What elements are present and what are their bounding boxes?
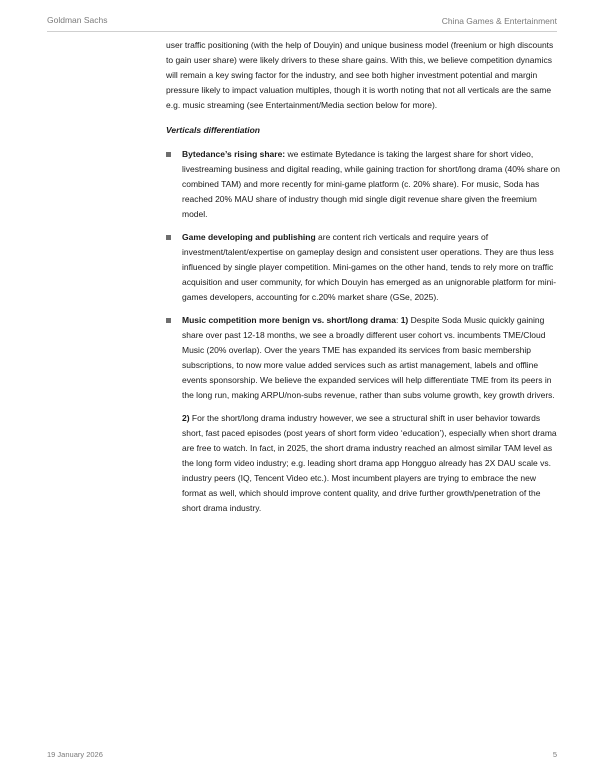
page-number: 5: [552, 750, 557, 759]
header-brand: Goldman Sachs: [47, 15, 108, 25]
point-number: 2): [182, 413, 190, 423]
bullet-text: we estimate Bytedance is taking the largest share for short video, livestreaming business and digital reading, while gaining traction for short/long drama (40% share on combined TAM) and more recently for mini-game platform (c. 20% share). For music, Soda has reached 20% MAU share of industry though mid single digit revenue share given the freemium model.: [182, 149, 560, 219]
footer-date: 19 January 2026: [47, 750, 103, 759]
bullet-paragraph: [182, 313, 561, 403]
section-subheading: Verticals differentiation: [166, 125, 260, 135]
bullet-item-music-competition: [166, 313, 561, 516]
bullet-continuation-paragraph: [182, 411, 561, 516]
report-body: [166, 38, 561, 524]
bullet-lead: Game developing and publishing: [182, 232, 316, 242]
bullet-lead: Music competition more benign vs. short/long drama: [182, 315, 396, 325]
header-divider: [47, 31, 557, 32]
intro-paragraph: user traffic positioning (with the help of Douyin) and unique business model (freenium or high discounts to gain user share) were likely drivers to these share gains. With this, we believe competition dynamics will remain a key swing factor for the industry, and see both higher investment potential and margin pressure likely to impact valuation multiples, though it is worth noting that not all verticals are the same e.g. music streaming (see Entertainment/Media section below for more).: [166, 40, 554, 110]
header-report-title: China Games & Entertainment: [441, 16, 557, 26]
bullet-item-bytedance: [166, 147, 561, 222]
bullet-separator: :: [395, 315, 401, 325]
bullet-text: Despite Soda Music quickly gaining share over past 12-18 months, we see a broadly different user cohort vs. incumbents TME/Cloud Music (20% overlap). Over the years TME has expanded its services from basic membership subscriptions, to now more value added services such as artist management, labels and offline events sponsorship. We believe the expanded services will help differentiate TME from its peers in the long run, making ARPU/non-subs revenue, rather than subs volume growth, key growth drivers.: [182, 315, 555, 400]
page-header: [0, 0, 603, 33]
square-bullet-icon: [166, 235, 171, 240]
square-bullet-icon: [166, 318, 171, 323]
bullet-lead: Bytedance’s rising share:: [182, 149, 286, 159]
point-number: 1): [400, 315, 409, 325]
bullet-text: are content rich verticals and require years of investment/talent/expertise on gameplay design and consistent user operations. They are thus less influenced by single player competition. Mini-games on the other hand, tends to rely more on traffic acquisition and user community, for which Douyin has emerged as an unignorable platform for mini-games developers, accounting for c.20% market share (GSe, 2025).: [182, 232, 557, 302]
square-bullet-icon: [166, 152, 171, 157]
bullet-continuation-text: For the short/long drama industry however, we see a structural shift in user behavior towards short, fast paced episodes (post years of short form video ‘education’), especially when short drama are free to watch. In fact, in 2025, the short drama industry reached an almost similar TAM level as the long form video industry; e.g. leading short drama app Hongguo already has 2X DAU scale vs. industry peers (IQ, Tencent Video etc.). Most incumbent players are trying to embrace the new format as well, which should improve content quality, and drive further growth/penetration of the short drama industry.: [182, 413, 557, 513]
bullet-list: [166, 147, 561, 516]
bullet-item-game-developing: [166, 230, 561, 305]
